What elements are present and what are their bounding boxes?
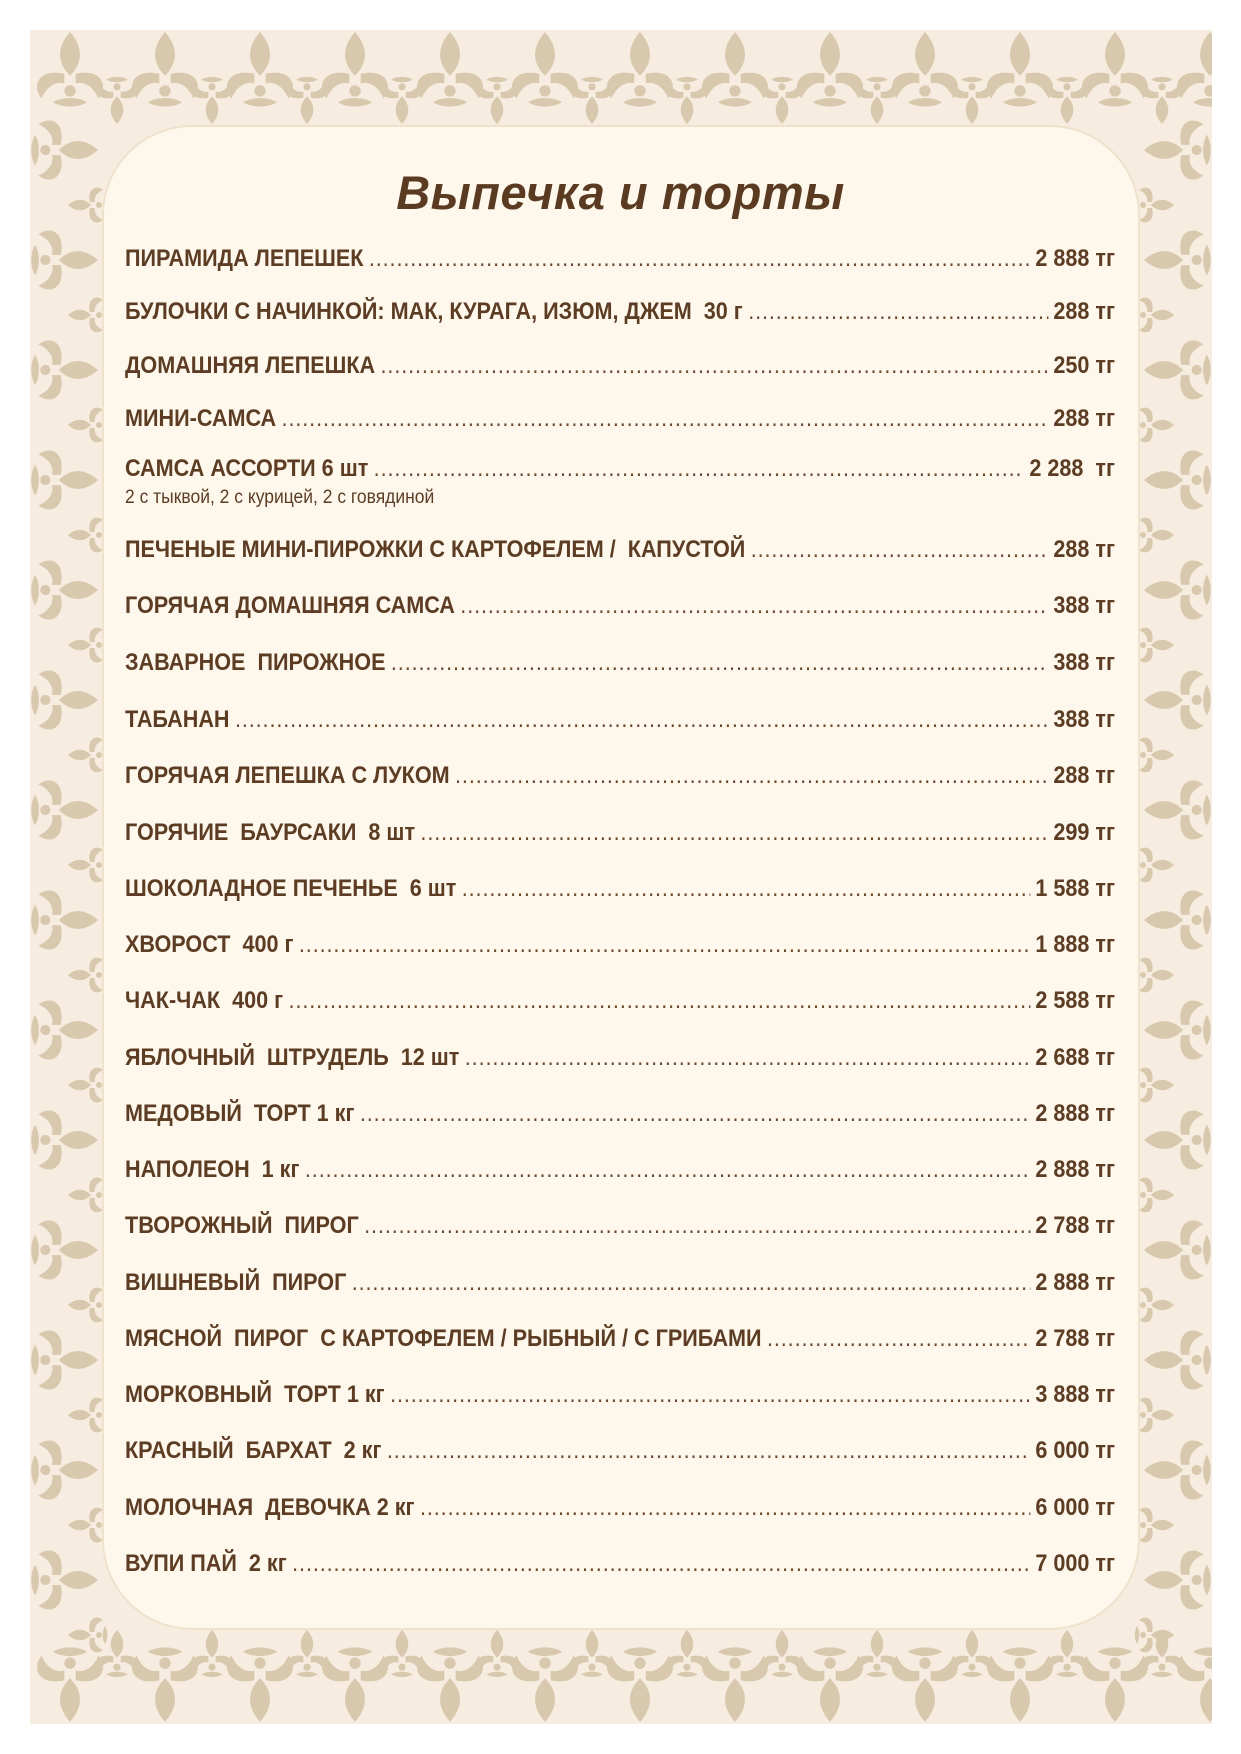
dot-leader: [387, 1437, 1030, 1465]
ornament-motif: [1135, 1508, 1174, 1543]
menu-item-price: 299 тг: [1053, 819, 1115, 846]
menu-item: [125, 592, 1115, 620]
menu-item-price: 2 788 тг: [1035, 1212, 1115, 1239]
ornament-motif: [37, 1647, 103, 1722]
menu-item-name: ДОМАШНЯЯ ЛЕПЕШКА: [125, 352, 376, 379]
ornament-motif: [1144, 1110, 1211, 1169]
dot-leader: [748, 298, 1048, 326]
menu-item-name: МИНИ-САМСА: [125, 405, 277, 432]
menu-item-price: 388 тг: [1053, 592, 1115, 619]
menu-item: [125, 1550, 1115, 1578]
menu-item: [125, 1269, 1115, 1297]
ornament-motif: [512, 32, 578, 107]
menu-item-name: САМСА АССОРТИ 6 шт: [125, 455, 369, 482]
dot-leader: [292, 1550, 1030, 1578]
ornament-motif: [512, 1647, 578, 1722]
ornament-motif: [1135, 738, 1174, 773]
menu-item: [125, 987, 1115, 1015]
ornament-motif: [132, 32, 198, 107]
menu-item: [125, 875, 1115, 903]
menu-item-name: МОЛОЧНАЯ ДЕВОЧКА 2 кг: [125, 1494, 415, 1521]
ornament-motif: [1135, 1178, 1174, 1213]
menu-item-name: НАПОЛЕОН 1 кг: [125, 1156, 300, 1183]
dot-leader: [381, 352, 1048, 380]
menu-item-price: 2 288 тг: [1029, 455, 1115, 482]
dot-leader: [460, 592, 1048, 620]
menu-item-price: 250 тг: [1053, 352, 1115, 379]
ornament-motif: [1144, 890, 1211, 949]
ornament-motif: [31, 560, 98, 619]
ornament-motif: [31, 890, 98, 949]
menu-item-name: ТАБАНАН: [125, 706, 230, 733]
ornament-motif: [607, 32, 673, 107]
dot-leader: [751, 536, 1048, 564]
menu-item: [125, 536, 1115, 564]
dot-leader: [420, 819, 1048, 847]
menu-item-price: 2 888 тг: [1035, 245, 1115, 272]
ornament-motif: [702, 32, 768, 107]
menu-item-price: 2 888 тг: [1035, 1100, 1115, 1127]
ornament-motif: [417, 1647, 483, 1722]
menu-item-price: 2 888 тг: [1035, 1156, 1115, 1183]
ornament-motif: [987, 32, 1053, 107]
menu-item: [125, 405, 1115, 433]
menu-item: [125, 352, 1115, 380]
ornament-motif: [322, 32, 388, 107]
menu-item-price: 288 тг: [1053, 298, 1115, 325]
ornament-motif: [1135, 1068, 1174, 1103]
page-title: Выпечка и торты: [396, 166, 845, 219]
dot-leader: [465, 1044, 1030, 1072]
menu-item: [125, 245, 1115, 273]
menu-item-price: 7 000 тг: [1035, 1550, 1115, 1577]
ornament-motif: [31, 780, 98, 839]
ornament-motif: [31, 1440, 98, 1499]
ornament-motif: [31, 1000, 98, 1059]
ornament-motif: [1135, 518, 1174, 553]
ornament-motif: [797, 32, 863, 107]
ornament-motif: [1135, 1398, 1174, 1433]
menu-item-price: 2 788 тг: [1035, 1325, 1115, 1352]
menu-item-name: ШОКОЛАДНОЕ ПЕЧЕНЬЕ 6 шт: [125, 875, 457, 902]
menu-item-name: ЯБЛОЧНЫЙ ШТРУДЕЛЬ 12 шт: [125, 1044, 460, 1071]
menu-item-name: ЧАК-ЧАК 400 г: [125, 987, 284, 1014]
menu-item-name: ГОРЯЧАЯ ДОМАШНЯЯ САМСА: [125, 592, 455, 619]
menu-item-price: 3 888 тг: [1035, 1381, 1115, 1408]
menu-item-name: ГОРЯЧИЕ БАУРСАКИ 8 шт: [125, 819, 416, 846]
dot-leader: [374, 455, 1024, 483]
ornament-motif: [31, 1110, 98, 1169]
ornament-motif: [1135, 1618, 1174, 1653]
dot-leader: [305, 1156, 1030, 1184]
menu-item-price: 1 888 тг: [1035, 931, 1115, 958]
ornament-motif: [1144, 1440, 1211, 1499]
ornament-motif: [1144, 1330, 1211, 1389]
menu-item: [125, 1494, 1115, 1522]
ornament-motif: [1144, 560, 1211, 619]
ornament-motif: [322, 1647, 388, 1722]
menu-item: [125, 819, 1115, 847]
ornament-motif: [1144, 670, 1211, 729]
ornament-motif: [892, 32, 958, 107]
dot-leader: [235, 706, 1048, 734]
ornament-motif: [417, 32, 483, 107]
menu-item-price: 6 000 тг: [1035, 1437, 1115, 1464]
dot-leader: [420, 1494, 1030, 1522]
menu-item: [125, 1212, 1115, 1240]
dot-leader: [369, 245, 1030, 273]
ornament-motif: [31, 230, 98, 289]
ornament-motif: [1144, 340, 1211, 399]
dot-leader: [282, 405, 1048, 433]
ornament-motif: [892, 1647, 958, 1722]
menu-item-name: ПЕЧЕНЫЕ МИНИ-ПИРОЖКИ С КАРТОФЕЛЕМ / КАПУСТОЙ: [125, 536, 746, 563]
menu-item-price: 288 тг: [1053, 762, 1115, 789]
menu-item-price: 288 тг: [1053, 536, 1115, 563]
menu-item-name: БУЛОЧКИ С НАЧИНКОЙ: МАК, КУРАГА, ИЗЮМ, ДЖЕМ 30 г: [125, 298, 743, 325]
dot-leader: [299, 931, 1030, 959]
menu-item-name: ГОРЯЧАЯ ЛЕПЕШКА С ЛУКОМ: [125, 762, 450, 789]
menu-item: [125, 931, 1115, 959]
menu-item-name: ВИШНЕВЫЙ ПИРОГ: [125, 1269, 347, 1296]
ornament-motif: [702, 1647, 768, 1722]
ornament-motif: [987, 1647, 1053, 1722]
menu-item-price: 2 688 тг: [1035, 1044, 1115, 1071]
menu-item-name: МЕДОВЫЙ ТОРТ 1 кг: [125, 1100, 355, 1127]
ornament-motif: [1144, 450, 1211, 509]
ornament-motif: [1144, 230, 1211, 289]
dot-leader: [289, 987, 1030, 1015]
ornament-motif: [1135, 848, 1174, 883]
ornament-motif: [1135, 958, 1174, 993]
menu-item-name: ПИРАМИДА ЛЕПЕШЕК: [125, 245, 364, 272]
ornament-motif: [1135, 298, 1174, 333]
menu-item-price: 2 888 тг: [1035, 1269, 1115, 1296]
menu-item-price: 288 тг: [1053, 405, 1115, 432]
menu-item: [125, 455, 1115, 509]
menu-item: [125, 649, 1115, 677]
ornament-motif: [37, 32, 103, 107]
menu-item-name: ЗАВАРНОЕ ПИРОЖНОЕ: [125, 649, 386, 676]
ornament-motif: [31, 1550, 98, 1609]
menu-item: [125, 1156, 1115, 1184]
dot-leader: [360, 1100, 1030, 1128]
ornament-motif: [607, 1647, 673, 1722]
dot-leader: [767, 1325, 1030, 1353]
menu-item: [125, 706, 1115, 734]
ornament-motif: [1082, 1647, 1148, 1722]
menu-item-price: 2 588 тг: [1035, 987, 1115, 1014]
ornament-motif: [1135, 408, 1174, 443]
ornament-motif: [1144, 1000, 1211, 1059]
menu-item-name: ТВОРОЖНЫЙ ПИРОГ: [125, 1212, 359, 1239]
ornament-motif: [132, 1647, 198, 1722]
menu-item-name: МОРКОВНЫЙ ТОРТ 1 кг: [125, 1381, 385, 1408]
ornament-motif: [31, 1330, 98, 1389]
menu-item-name: МЯСНОЙ ПИРОГ С КАРТОФЕЛЕМ / РЫБНЫЙ / С ГРИБАМИ: [125, 1325, 762, 1352]
ornament-motif: [31, 450, 98, 509]
menu-item-note: 2 с тыквой, 2 с курицей, 2 с говядиной: [125, 487, 435, 508]
menu-item: [125, 298, 1115, 326]
dot-leader: [391, 649, 1048, 677]
menu-item-name: ХВОРОСТ 400 г: [125, 931, 294, 958]
ornament-motif: [1177, 1647, 1212, 1722]
menu-item: [125, 762, 1115, 790]
dot-leader: [352, 1269, 1030, 1297]
dot-leader: [462, 875, 1030, 903]
menu-item-name: ВУПИ ПАЙ 2 кг: [125, 1550, 287, 1577]
ornament-motif: [1135, 628, 1174, 663]
ornament-motif: [31, 670, 98, 729]
ornament-motif: [797, 1647, 863, 1722]
ornament-motif: [1082, 32, 1148, 107]
menu-item: [125, 1381, 1115, 1409]
dot-leader: [390, 1381, 1030, 1409]
ornament-motif: [1135, 1288, 1174, 1323]
menu-item-price: 6 000 тг: [1035, 1494, 1115, 1521]
menu-item-price: 1 588 тг: [1035, 875, 1115, 902]
ornament-motif: [227, 1647, 293, 1722]
menu-item: [125, 1044, 1115, 1072]
menu-item-name: КРАСНЫЙ БАРХАТ 2 кг: [125, 1437, 382, 1464]
ornament-motif: [31, 1220, 98, 1279]
ornament-motif: [68, 1618, 107, 1653]
dot-leader: [364, 1212, 1030, 1240]
ornament-motif: [1144, 780, 1211, 839]
menu-item-price: 388 тг: [1053, 706, 1115, 733]
ornament-motif: [1144, 1220, 1211, 1279]
ornament-motif: [227, 32, 293, 107]
menu-item-price: 388 тг: [1053, 649, 1115, 676]
dot-leader: [455, 762, 1048, 790]
ornament-motif: [1177, 32, 1212, 107]
menu-item: [125, 1437, 1115, 1465]
menu-item: [125, 1325, 1115, 1353]
menu-item: [125, 1100, 1115, 1128]
ornament-motif: [31, 340, 98, 399]
ornament-motif: [1144, 1550, 1211, 1609]
